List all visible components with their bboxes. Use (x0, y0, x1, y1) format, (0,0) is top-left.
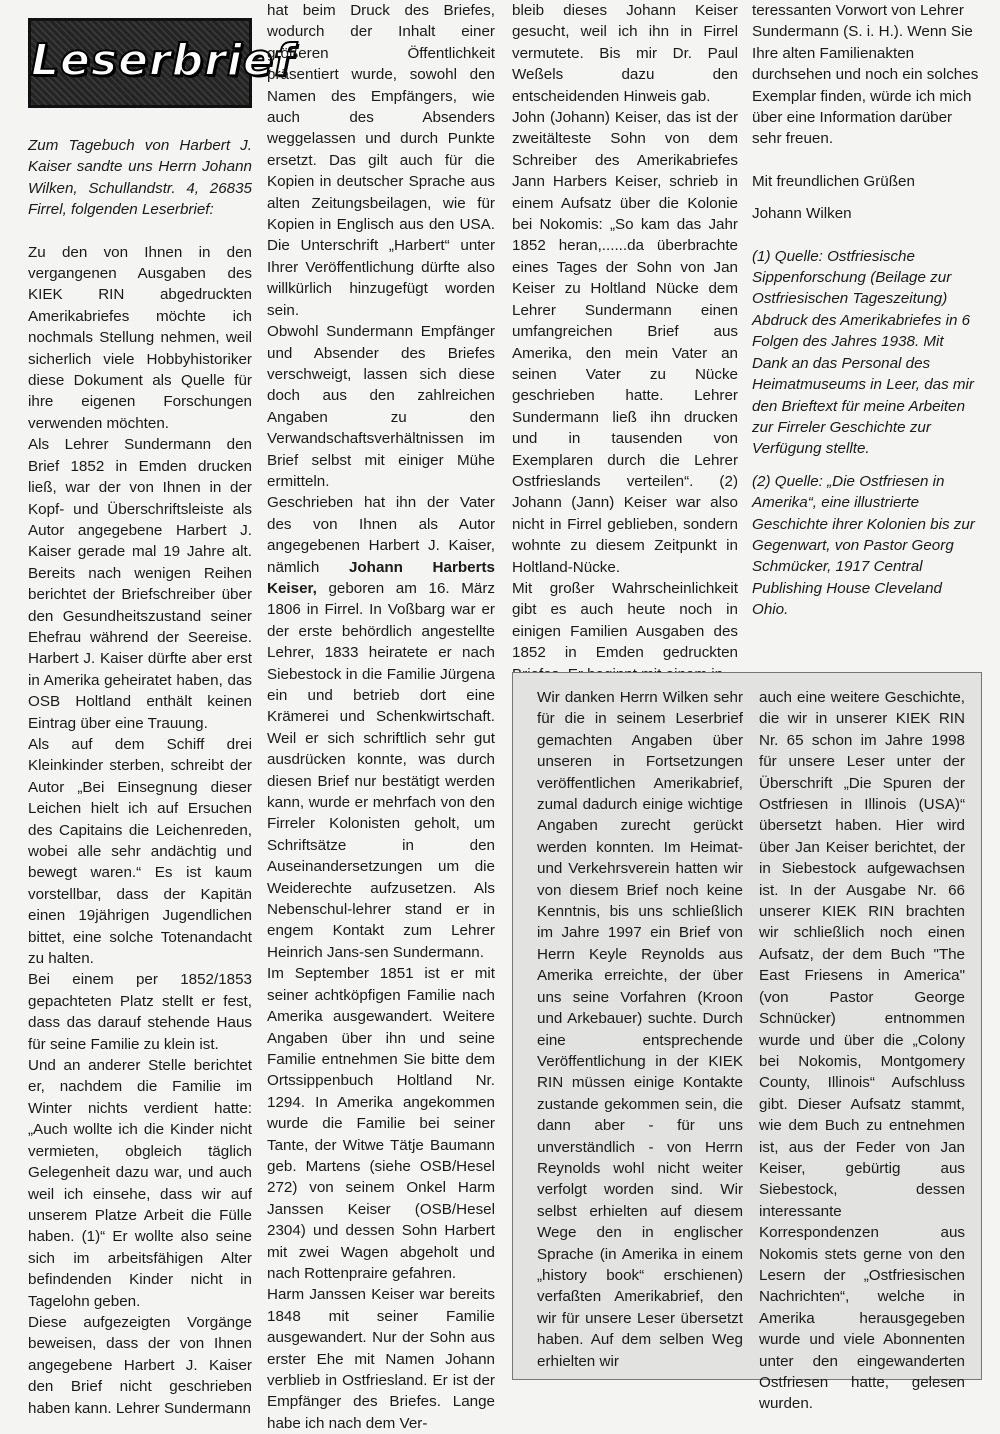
paragraph: Obwohl Sundermann Empfänger und Absender des Briefes verschweigt, lassen sich diese doch aus den zahlreichen Angaben zu den Verwandschaftsverhältnissen im Brief selbst mit einiger Mühe ermitteln. (267, 323, 495, 490)
box-column-right (759, 687, 965, 1415)
box-column-left (537, 687, 743, 1372)
column-2 (267, 0, 495, 1434)
bold-name: Johann Harberts Keiser, (267, 558, 495, 597)
masthead-title: Leserbrief (31, 35, 294, 86)
paragraph: Und an anderer Stelle berichtet er, nachdem die Familie im Winter nichts verdient hatte: „Auch wollte ich die Kinder nicht vermieten, obgleich täglich Gelegenheit dazu war, und auch weil ich einsehe, dass wir auf unserem Platze Arbeit die Fülle haben. (1)“ Er wollte also seine sich im arbeitsfähigen Alter befindenden Kinder nicht in Tagelohn geben. (28, 1057, 252, 1310)
paragraph: auch eine weitere Geschichte, die wir in unserer KIEK RIN Nr. 65 schon im Jahre 1998 für unsere Leser unter der Überschrift „Die Spuren der Ostfriesen in Illinois (USA)“ übersetzt haben. Hier wird über Jan Keiser berichtet, der in Siebestock aufgewachsen ist. In der Ausgabe Nr. 66 unserer KIEK RIN brachten wir schließlich noch einen Aufsatz, der dem Buch "The East Friesens in America" (von Pastor George Schnücker) entnommen wurde und über die „Colony bei Nokomis, Montgomery County, Illinois“ Aufschluss gibt. Dieser Aufsatz stammt, wie dem Buch zu entnehmen ist, aus der Feder von Jan Keiser, gebürtig aus Siebestock, dessen interessante Korrespondenzen aus Nokomis stets gerne von den Lesern der „Ostfriesischen Nachrichten“, welche in Amerika herausgegeben wurde und viele Abonnenten unter den eingewanderten Ostfriesen hatte, gelesen wurden. (759, 689, 965, 1413)
paragraph: teressanten Vorwort von Lehrer Sundermann (S. i. H.). Wenn Sie Ihre alten Familienakten durchsehen und noch ein solches Exemplar finden, würde ich mich über eine Information darüber sehr freuen. (752, 2, 979, 148)
paragraph: Bei einem per 1852/1853 gepachteten Platz stellt er fest, dass das darauf stehende Haus für seine Familie zu klein ist. (28, 971, 252, 1053)
paragraph: Mit großer Wahrscheinlichkeit gibt es auch heute noch in einigen Familien Ausgaben des 1852 in Emden gedruckten (512, 579, 738, 662)
paragraph: John (Johann) Keiser, das ist der zweitälteste Sohn von dem Schreiber des Amerikabriefes Jann Harbers Keiser, schrieb in einem Aufsatz über die Kolonie bei Nokomis: „So kam das Jahr 1852 heran,......da überbrachte eines Tages der Sohn von Jan Keiser zu Holtland Nücke dem Lehrer Sundermann einen umfangreichen Brief aus Amerika, den mein Vater an seinen Vater zu Nücke geschrieben hatte. Lehrer Sundermann ließ ihn drucken und in tausenden von Exemplaren durch die Lehrer Ostfrieslands verteilen“. (2) Johann (Jann) Keiser war also nicht in Firrel geblieben, sondern wohnte zu diesem Zeitpunkt in Holtland-Nücke. (512, 109, 738, 576)
paragraph: Als Lehrer Sundermann den Brief 1852 in Emden drucken ließ, war der von Ihnen in der Kopf- und Überschriftsleiste als Autor angegebene Harbert J. Kaiser gerade mal 19 Jahre alt. Bereits nach wenigen Reihen berichtet der Briefschreiber über den Gesundheitszustand seiner Ehefrau während der Seereise. Harbert J. Kaiser dürfte aber erst in Amerika geheiratet haben, das OSB Holtland enthält keinen Eintrag über eine Trauung. (28, 436, 252, 732)
greeting: Mit freundlichen Grüßen (752, 172, 915, 190)
paragraph: Im September 1851 ist er mit seiner achtköpfigen Familie nach Amerika ausgewandert. Weitere Angaben über ihn und seine Familie entnehmen Sie bitte dem Ortssippenbuch Holtland Nr. 1294. In Amerika angekommen wurde die Familie bei seiner Tante, der Witwe Tätje Baumann geb. Martens (siehe OSB/Hesel 272) von seinem Onkel Harm Janssen Keiser (OSB/Hesel 2304) und dessen Sohn Harbert mit zwei Wagen abgeholt und nach Rottenpraire gefahren. (267, 965, 495, 1282)
footnote-2: (2) Quelle: „Die Ostfriesen in Amerika“, eine illustrierte Geschichte ihrer Kolonien bis zur Gegenwart, von Pastor Georg Schmücker, 1917 Central Publishing House Cleveland Ohio. (752, 472, 975, 619)
text-run: Geschrieben hat ihn der Vater des von Ihnen als Autor angegebenen Harbert J. Kaiser, nämlich (267, 494, 495, 576)
paragraph: Diese aufgezeigten Vorgänge beweisen, dass der von Ihnen angegebene Harbert J. Kaiser den Brief nicht geschrieben haben kann. Lehrer Sundermann (28, 1313, 252, 1417)
editorial-response-box (512, 672, 982, 1413)
column-4 (752, 0, 980, 621)
paragraph: Zu den von Ihnen in den vergangenen Ausgaben des KIEK RIN abgedruckten Amerikabriefes möchte ich nochmals Stellung nehmen, weil sicherlich viele Hobbyhistoriker diese Dokument als Quelle für ihre eigenen Forschungen verwenden möchten. (28, 243, 252, 432)
paragraph: Wir danken Herrn Wilken sehr für die in seinem Leserbrief gemachten Angaben über unseren in Fortsetzungen veröffentlichen Amerikabrief, zumal dadurch einige wichtige Angaben zurecht gerückt werden konnten. Im Heimat- und Verkehrsverein hatten wir von diesem Brief noch keine Kenntnis, bis uns schließlich im Jahre 1997 ein Brief von Herrn Keyle Reynolds aus Amerika erreichte, der über uns seine Vorfahren (Kroon und Arkebauer) suchte. Durch eine entsprechende Veröffentlichung in der KIEK RIN müssen einige Kontakte zustande gekommen sein, die dann aber - für uns unverständlich - von Herrn Reynolds wohl nicht weiter verfolgt worden sind. Wir selbst erhielten auf diesem Wege den in englischer Sprache (in Amerika in einem „history book“ erschienen) verfaßten Amerikabrief, den wir für unsere Leser übersetzt haben. Auf dem selben Weg erhielten wir (537, 689, 743, 1370)
paragraph (267, 492, 495, 963)
intro-text: Zum Tagebuch von Harbert J. Kaiser sandte uns Herrn Johann Wilken, Schullandstr. 4, 26835 Firrel, folgenden Leserbrief: (28, 137, 252, 219)
signature: Johann Wilken (752, 205, 852, 223)
paragraph: Harm Janssen Keiser war bereits 1848 mit seiner Familie ausgewandert. Nur der Sohn aus erster Ehe mit Namen Johann verblieb in Ostfriesland. Er ist der Empfänger des Briefes. Lange habe ich nach dem Ver- (267, 1286, 495, 1432)
column-3 (512, 0, 738, 685)
footnote-1: (1) Quelle: Ostfriesische Sippenforschung (Beilage zur Ostfriesischen Tageszeitung) Abdruck des Amerikabriefes in 6 Folgen des Jahres 1938. Mit Dank an das Personal des Heimatmuseums in Leer, das mir den Brieftext für meine Arbeiten zur Firreler Geschichte zur Verfügung stellte. (752, 247, 974, 458)
paragraph: hat beim Druck des Briefes, wodurch der Inhalt einer größeren Öffentlichkeit präsentiert wurde, sowohl den Namen des Empfängers, wie auch des Absenders weggelassen und durch Punkte ersetzt. Das gilt auch für die Kopien in deutscher Sprache aus alten Zeitungsbeilagen, wie für Kopien in Englisch aus den USA. Die Unterschrift „Harbert“ unter Ihrer Veröffentlichung dürfte also willkürlich hinzugefügt worden sein. (267, 2, 495, 319)
text-run: geboren am 16. März 1806 in Firrel. In Voßbarg war er der erste behördlich angestellte Lehrer, 1833 heiratete er nach Siebestock in die Familie Jürgena ein und betrieb dort eine Krämerei und Schenkwirtschaft. Weil er sich schriftlich sehr gut ausdrücken konnte, was durch diesen Brief nur bestätigt werden kann, wurde er mehrfach von den Firreler Kolonisten geholt, um Schriftsätze in den Auseinandersetzungen um die Weiderechte aufzusetzen. Als Nebenschul-lehrer stand er in engem Kontakt zum Lehrer Heinrich Jans-sen Sundermann. (267, 579, 495, 961)
paragraph: bleib dieses Johann Keiser gesucht, weil ich ihn in Firrel vermutete. Bis mir Dr. Paul Weßels dazu den entscheidenden Hinweis gab. (512, 2, 738, 105)
paragraph: Als auf dem Schiff drei Kleinkinder sterben, schreibt der Autor „Bei Einsegnung dieser Leichen hielt ich auf Ersuchen des Capitains die Leichenreden, wobei alle sehr andächtig und bewegt waren.“ Es ist kaum vorstellbar, dass der Kapitän einen 19jährigen Jugendlichen bittet, eine solche Totenandacht zu halten. (28, 735, 252, 968)
masthead-leserbrief (28, 18, 294, 108)
column-1 (28, 135, 252, 1419)
